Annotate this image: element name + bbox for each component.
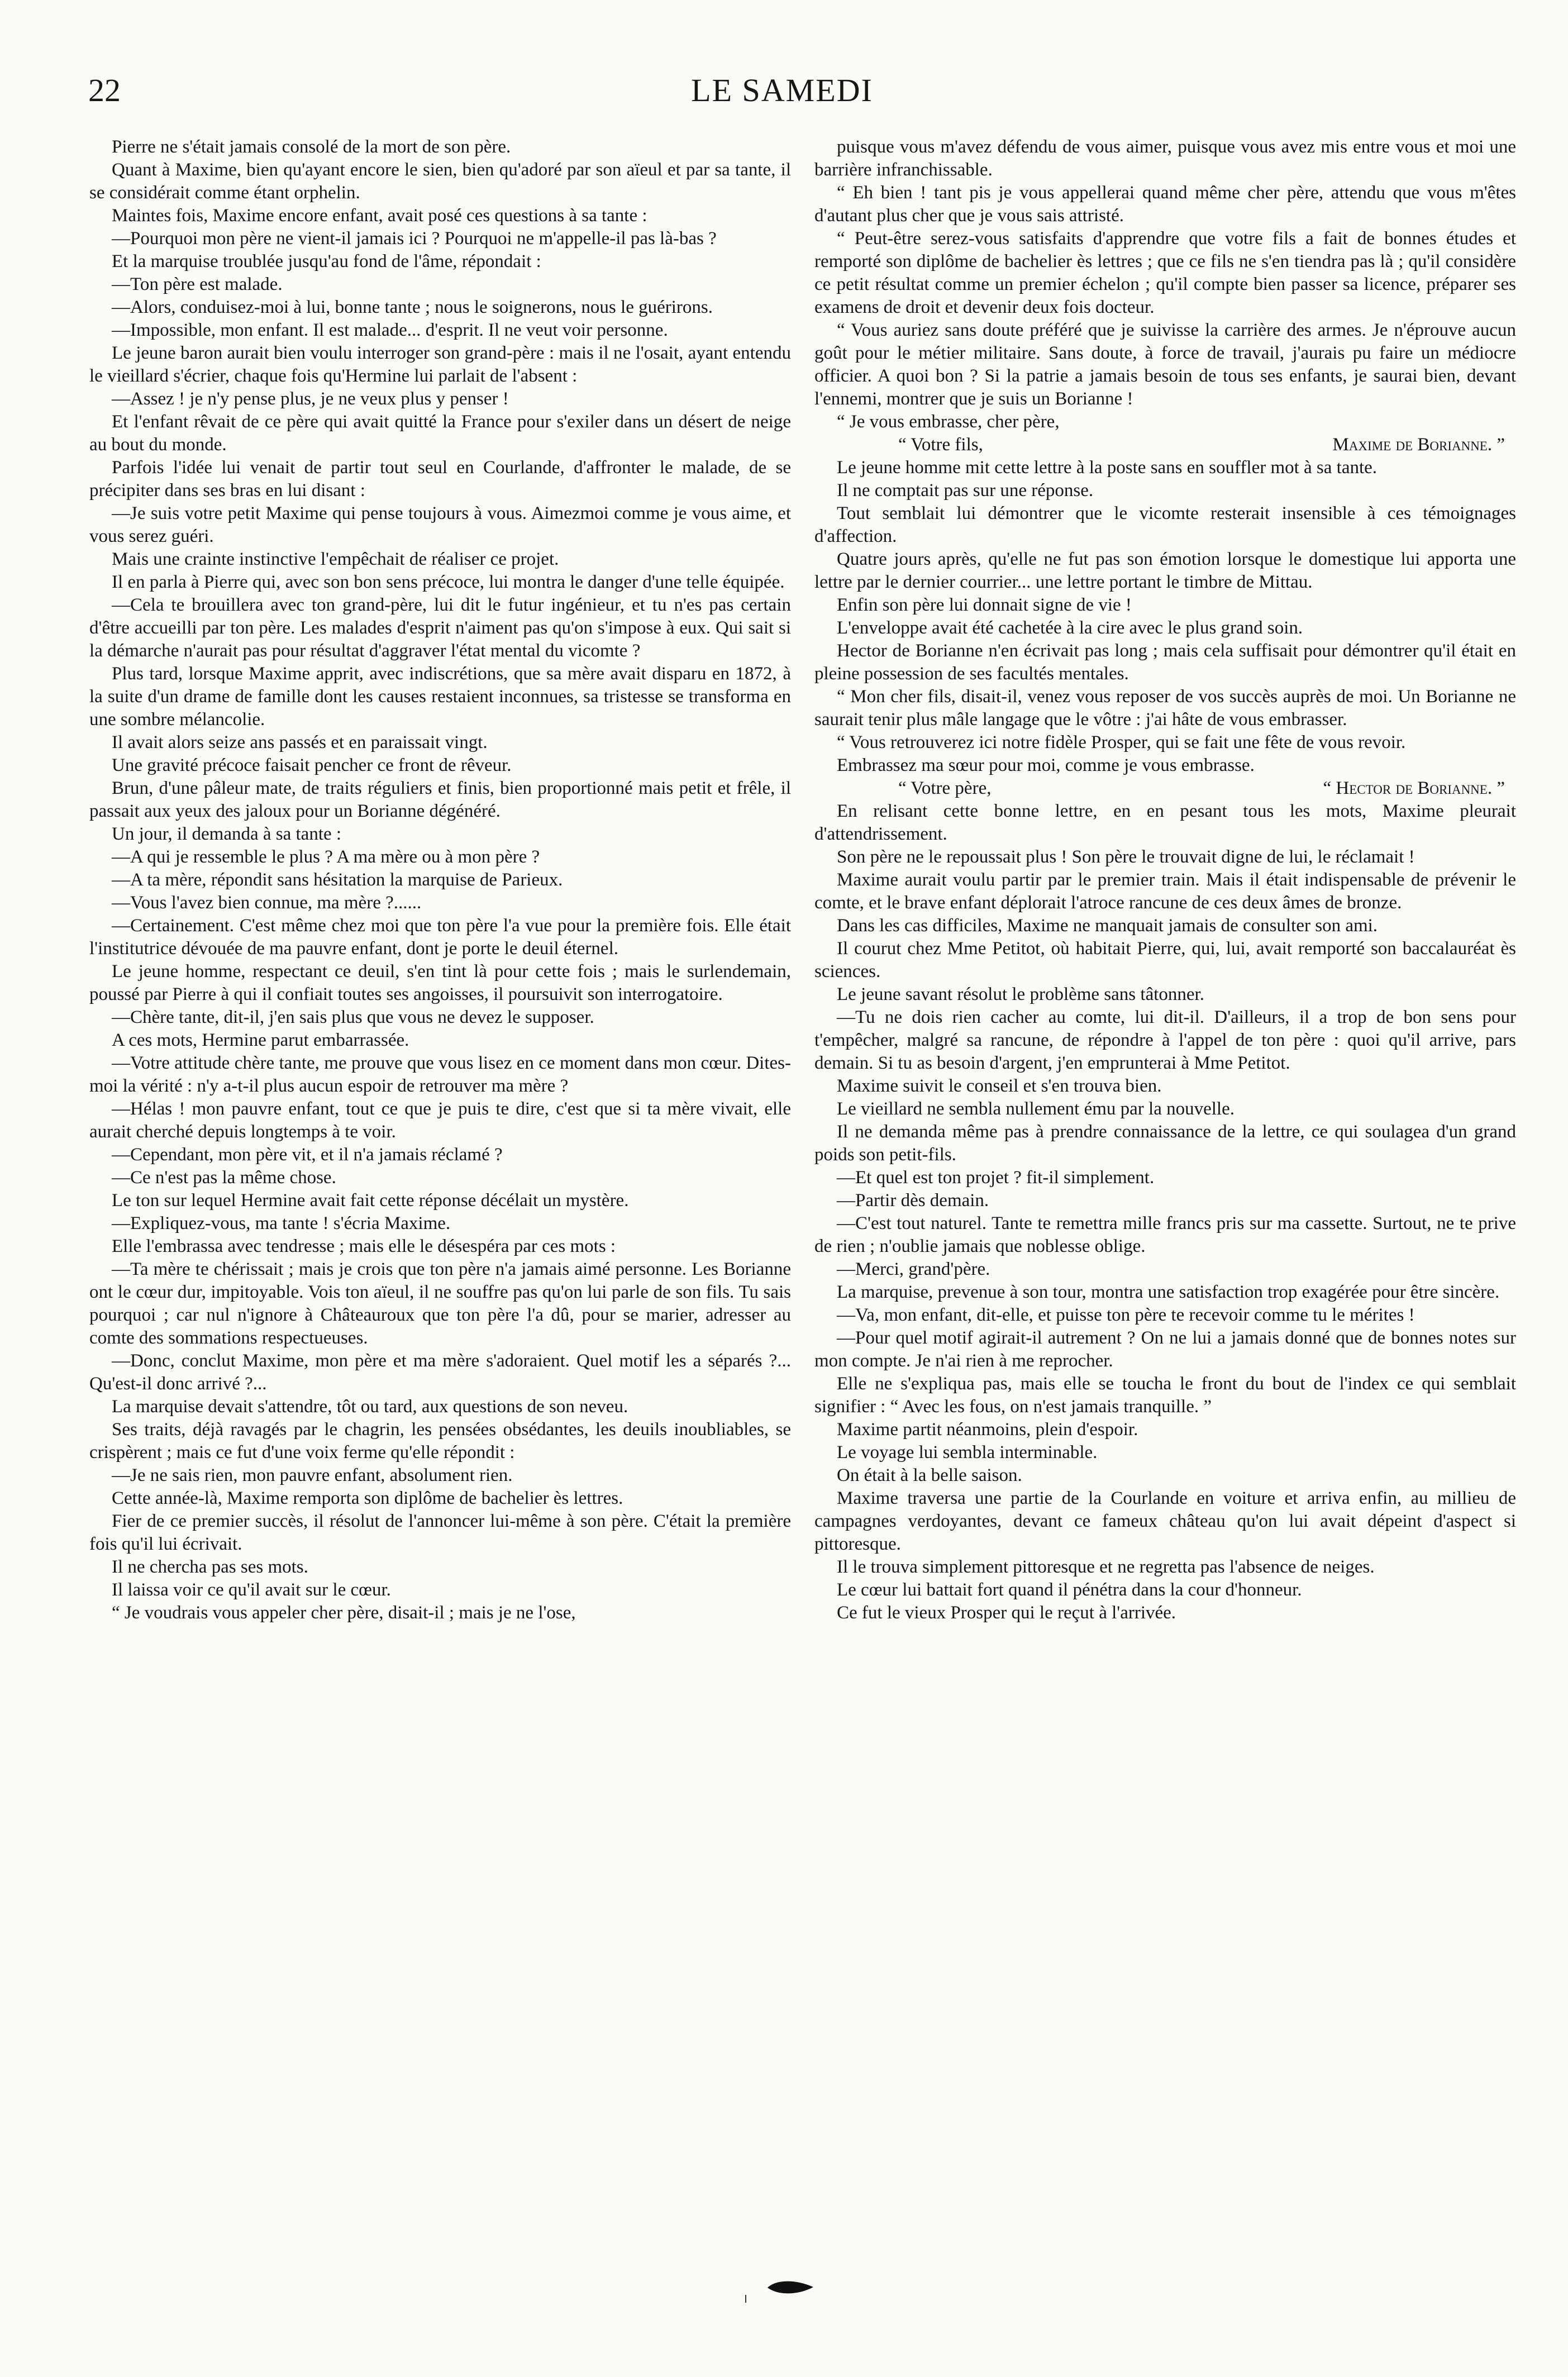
narrative-block — [814, 456, 1516, 777]
paragraph: Ses traits, déjà ravagés par le chagrin, les pensées obsédantes, les deuils inoubliables, se crispèrent ; mais ce fut d'une voix ferme qu'elle répondit : — [89, 1419, 791, 1463]
paragraph: “ Je voudrais vous appeler cher père, disait-il ; mais je ne l'ose, — [112, 1603, 576, 1623]
paragraph: —Donc, conclut Maxime, mon père et ma mère s'adoraient. Quel motif les a séparés ?... Qu'est-il donc arrivé ?... — [89, 1351, 791, 1394]
paragraph: —Ton père est malade. — [112, 274, 283, 294]
paragraph: —Assez ! je n'y pense plus, je ne veux plus y penser ! — [112, 389, 509, 409]
paragraph: —Je ne sais rien, mon pauvre enfant, absolument rien. — [112, 1465, 513, 1485]
paragraph: Fier de ce premier succès, il résolut de l'annoncer lui-même à son père. C'était la première fois qu'il lui écrivait. — [89, 1511, 791, 1554]
paragraph: —A qui je ressemble le plus ? A ma mère ou à mon père ? — [112, 847, 540, 867]
paragraph: “ Je vous embrasse, cher père, — [837, 412, 1060, 432]
paragraph: Le voyage lui sembla interminable. — [837, 1442, 1098, 1463]
paragraph: Maxime suivit le conseil et s'en trouva bien. — [837, 1076, 1162, 1096]
paragraph: Le vieillard ne sembla nullement ému par la nouvelle. — [837, 1099, 1235, 1119]
paragraph: puisque vous m'avez défendu de vous aimer, puisque vous avez mis entre vous et moi une barrière infranchissable. — [814, 137, 1516, 180]
stray-mark — [745, 2295, 746, 2303]
paragraph: Maxime traversa une partie de la Courlande en voiture et arriva enfin, au millieu de campagnes verdoyantes, devant ce fameux château qu'on lui avait dépeint d'aspect si pittoresque. — [814, 1488, 1516, 1554]
paragraph: “ Mon cher fils, disait-il, venez vous reposer de vos succès auprès de moi. Un Borianne ne saurait tenir plus mâle langage que le vôtre : j'ai hâte de vous embrasser. — [814, 687, 1516, 730]
paragraph: —A ta mère, répondit sans hésitation la marquise de Parieux. — [112, 870, 563, 890]
paragraph: Quant à Maxime, bien qu'ayant encore le sien, bien qu'adoré par son aïeul et par sa tante, il se considérait comme étant orphelin. — [89, 160, 791, 203]
paragraph: —C'est tout naturel. Tante te remettra mille francs pris sur ma cassette. Surtout, ne te prive de rien ; n'oublie jamais que noblesse oblige. — [814, 1213, 1516, 1256]
paragraph: —Tu ne dois rien cacher au comte, lui dit-il. D'ailleurs, il a trop de bon sens pour t'empêcher, malgré sa rancune, de répondre à l'appel de ton père : quoi qu'il arrive, pars demain. Si tu as besoin d'argent, j'en emprunterai à Mme Petitot. — [814, 1007, 1516, 1073]
paragraph: Une gravité précoce faisait pencher ce front de rêveur. — [112, 755, 512, 775]
page-header — [84, 67, 1480, 117]
paragraph: Il courut chez Mme Petitot, où habitait Pierre, qui, lui, avait remporté son baccalauréat ès sciences. — [814, 939, 1516, 982]
paragraph: “ Vous retrouverez ici notre fidèle Prosper, qui se fait une fête de vous revoir. — [837, 732, 1406, 752]
paragraph: En relisant cette bonne lettre, en en pesant tous les mots, Maxime pleurait d'attendrissement. — [814, 801, 1516, 844]
paragraph: Mais une crainte instinctive l'empêchait de réaliser ce projet. — [112, 549, 559, 569]
paragraph: —Impossible, mon enfant. Il est malade... d'esprit. Il ne veut voir personne. — [112, 320, 668, 340]
paragraph: —Ce n'est pas la même chose. — [112, 1168, 336, 1188]
paragraph: —Alors, conduisez-moi à lui, bonne tante ; nous le soignerons, nous le guérirons. — [112, 297, 713, 317]
paragraph: —Expliquez-vous, ma tante ! s'écria Maxime. — [112, 1213, 451, 1233]
right-column — [814, 136, 1516, 1625]
paragraph: Il laissa voir ce qu'il avait sur le cœur. — [112, 1580, 391, 1600]
paragraph: “ Vous auriez sans doute préféré que je suivisse la carrière des armes. Je n'éprouve aucun goût pour le métier militaire. Sans doute, à force de travail, j'aurais pu faire un médiocre officier. A quoi bon ? Si la patrie a jamais besoin de tous ses enfants, je saurai bien, devant l'ennemi, montrer que je suis un Borianne ! — [814, 320, 1516, 409]
paragraph: —Va, mon enfant, dit-elle, et puisse ton père te recevoir comme tu le mérites ! — [837, 1305, 1415, 1325]
paragraph: Plus tard, lorsque Maxime apprit, avec indiscrétions, que sa mère avait disparu en 1872, à la suite d'un drame de famille dont les causes restaient inconnues, sa tristesse se transforma en une sombre mélancolie. — [89, 664, 791, 730]
paragraph: —Et quel est ton projet ? fit-il simplement. — [837, 1168, 1155, 1188]
paragraph: Elle ne s'expliqua pas, mais elle se toucha le front du bout de l'index ce qui semblait signifier : “ Avec les fous, on n'est jamais tranquille. ” — [814, 1374, 1516, 1417]
signature-name: “ Hector de Borianne. ” — [1323, 778, 1505, 798]
paragraph: Il ne demanda même pas à prendre connaissance de la lettre, ce qui soulagea d'un grand poids son petit-fils. — [814, 1122, 1516, 1165]
page-number: 22 — [88, 72, 121, 108]
paragraph: —Hélas ! mon pauvre enfant, tout ce que je puis te dire, c'est que si ta mère vivait, elle aurait cherché depuis longtemps à te voir. — [89, 1099, 791, 1142]
paragraph: Maxime aurait voulu partir par le premier train. Mais il était indispensable de prévenir le comte, et le brave enfant déplorait l'atroce rancune de ces deux âmes de bronze. — [814, 870, 1516, 913]
signature-salutation: “ Votre fils, — [898, 435, 983, 455]
paragraph: —Votre attitude chère tante, me prouve que vous lisez en ce moment dans mon cœur. Dites-moi la vérité : n'y a-t-il plus aucun espoir de retrouver ma mère ? — [89, 1053, 791, 1096]
paragraph: Il le trouva simplement pittoresque et ne regretta pas l'absence de neiges. — [837, 1557, 1375, 1577]
paragraph: —Ta mère te chérissait ; mais je crois que ton père n'a jamais aimé personne. Les Borianne ont le cœur dur, impitoyable. Vois ton aïeul, il ne souffre pas qu'on lui parle de son fils. Tu sais pourquoi ; car nul n'ignore à Châteauroux que ton père l'a dû, pour se marier, adresser au comte des sommations respectueuses. — [89, 1259, 791, 1348]
paragraph: Le jeune savant résolut le problème sans tâtonner. — [837, 984, 1204, 1004]
paragraph: Et l'enfant rêvait de ce père qui avait quitté la France pour s'exiler dans un désert de neige au bout du monde. — [89, 412, 791, 455]
signature-maxime — [814, 434, 1516, 456]
paragraph: —Pour quel motif agirait-il autrement ? On ne lui a jamais donné que de bonnes notes sur mon compte. Je n'ai rien à me reprocher. — [814, 1328, 1516, 1371]
paragraph: —Partir dès demain. — [837, 1190, 989, 1211]
paragraph: Tout semblait lui démontrer que le vicomte resterait insensible à ces témoignages d'affection. — [814, 503, 1516, 546]
narrative-block — [814, 800, 1516, 1625]
paragraph: Le jeune baron aurait bien voulu interroger son grand-père : mais il ne l'osait, ayant entendu le vieillard s'écrier, chaque fois qu'Hermine lui parlait de l'absent : — [89, 343, 791, 386]
paragraph: Il ne comptait pas sur une réponse. — [837, 480, 1094, 501]
paragraph: Quatre jours après, qu'elle ne fut pas son émotion lorsque le domestique lui apporta une lettre par le dernier courrier... une lettre portant le timbre de Mittau. — [814, 549, 1516, 592]
ink-blot-ornament — [765, 2278, 816, 2297]
paragraph: Pierre ne s'était jamais consolé de la mort de son père. — [112, 137, 511, 157]
paragraph: —Chère tante, dit-il, j'en sais plus que vous ne devez le supposer. — [112, 1007, 594, 1027]
paragraph: —Cependant, mon père vit, et il n'a jamais réclamé ? — [112, 1145, 503, 1165]
paragraph: Le cœur lui battait fort quand il pénétra dans la cour d'honneur. — [837, 1580, 1302, 1600]
paragraph: Le jeune homme, respectant ce deuil, s'en tint là pour cette fois ; mais le surlendemain, poussé par Pierre à qui il confiait toutes ses angoisses, il poursuivit son interrogatoire. — [89, 961, 791, 1004]
paragraph: L'enveloppe avait été cachetée à la cire avec le plus grand soin. — [837, 618, 1303, 638]
paragraph: La marquise, prevenue à son tour, montra une satisfaction trop exagérée pour être sincère. — [837, 1282, 1500, 1302]
paragraph: Il avait alors seize ans passés et en paraissait vingt. — [112, 732, 488, 752]
letter-from-maxime — [814, 136, 1516, 434]
signature-salutation: “ Votre père, — [898, 778, 992, 798]
paragraph: Brun, d'une pâleur mate, de traits réguliers et finis, bien proportionné mais petit et frêle, il passait aux yeux des jaloux pour un Borianne dégénéré. — [89, 778, 791, 821]
signature-hector — [814, 777, 1516, 800]
paragraph: —Je suis votre petit Maxime qui pense toujours à vous. Aimezmoi comme je vous aime, et vous serez guéri. — [89, 503, 791, 546]
paragraph: —Cela te brouillera avec ton grand-père, lui dit le futur ingénieur, et tu n'es pas certain d'être accueilli par ton père. Les malades d'esprit n'aiment pas qu'on s'impose à eux. Qui sait si la démarche n'aurait pas pour résultat d'aggraver l'état mental du vicomte ? — [89, 595, 791, 661]
paragraph: “ Peut-être serez-vous satisfaits d'apprendre que votre fils a fait de bonnes études et remporté son diplôme de bachelier ès lettres ; que ce fils ne s'en tiendra pas là ; qu'il considère ce petit résultat comme un premier échelon ; qu'il compte bien passer sa licence, préparer ses examens de droit et devenir deux fois docteur. — [814, 228, 1516, 317]
paragraph: Le ton sur lequel Hermine avait fait cette réponse décélait un mystère. — [112, 1190, 629, 1211]
paragraph: Hector de Borianne n'en écrivait pas long ; mais cela suffisait pour démontrer qu'il était en pleine possession de ses facultés mentales. — [814, 641, 1516, 684]
paragraph: Elle l'embrassa avec tendresse ; mais elle le désespéra par ces mots : — [112, 1236, 616, 1256]
paragraph: La marquise devait s'attendre, tôt ou tard, aux questions de son neveu. — [112, 1397, 628, 1417]
paragraph: Son père ne le repoussait plus ! Son père le trouvait digne de lui, le réclamait ! — [837, 847, 1415, 867]
paragraph: A ces mots, Hermine parut embarrassée. — [112, 1030, 409, 1050]
paragraph: Cette année-là, Maxime remporta son diplôme de bachelier ès lettres. — [112, 1488, 623, 1508]
paragraph: Il en parla à Pierre qui, avec son bon sens précoce, lui montra le danger d'une telle équipée. — [112, 572, 785, 592]
signature-name: Maxime de Borianne. ” — [1332, 435, 1505, 455]
paragraph: Ce fut le vieux Prosper qui le reçut à l'arrivée. — [837, 1603, 1176, 1623]
paragraph: On était à la belle saison. — [837, 1465, 1022, 1485]
left-column — [89, 136, 791, 1625]
paragraph: Embrassez ma sœur pour moi, comme je vous embrasse. — [837, 755, 1255, 775]
paragraph: —Merci, grand'père. — [837, 1259, 990, 1279]
paragraph: Dans les cas difficiles, Maxime ne manquait jamais de consulter son ami. — [837, 916, 1378, 936]
paragraph: Maxime partit néanmoins, plein d'espoir. — [837, 1419, 1138, 1440]
paragraph: —Pourquoi mon père ne vient-il jamais ici ? Pourquoi ne m'appelle-il pas là-bas ? — [112, 228, 717, 249]
paragraph: Enfin son père lui donnait signe de vie ! — [837, 595, 1132, 615]
paragraph: “ Eh bien ! tant pis je vous appellerai quand même cher père, attendu que vous m'êtes d'autant plus cher que je vous sais attristé. — [814, 183, 1516, 226]
paragraph: Le jeune homme mit cette lettre à la poste sans en souffler mot à sa tante. — [837, 458, 1378, 478]
paragraph: Maintes fois, Maxime encore enfant, avait posé ces questions à sa tante : — [112, 206, 647, 226]
paragraph: Et la marquise troublée jusqu'au fond de l'âme, répondait : — [112, 251, 541, 271]
paragraph: Un jour, il demanda à sa tante : — [112, 824, 342, 844]
paragraph: —Vous l'avez bien connue, ma mère ?...... — [112, 893, 422, 913]
running-title: LE SAMEDI — [691, 72, 873, 108]
paragraph: —Certainement. C'est même chez moi que ton père l'a vue pour la première fois. Elle était l'institutrice dévouée de ma pauvre enfant, dont je porte le deuil éternel. — [89, 916, 791, 959]
paragraph: Il ne chercha pas ses mots. — [112, 1557, 308, 1577]
paragraph: Parfois l'idée lui venait de partir tout seul en Courlande, d'affronter le malade, de se précipiter dans ses bras en lui disant : — [89, 458, 791, 501]
